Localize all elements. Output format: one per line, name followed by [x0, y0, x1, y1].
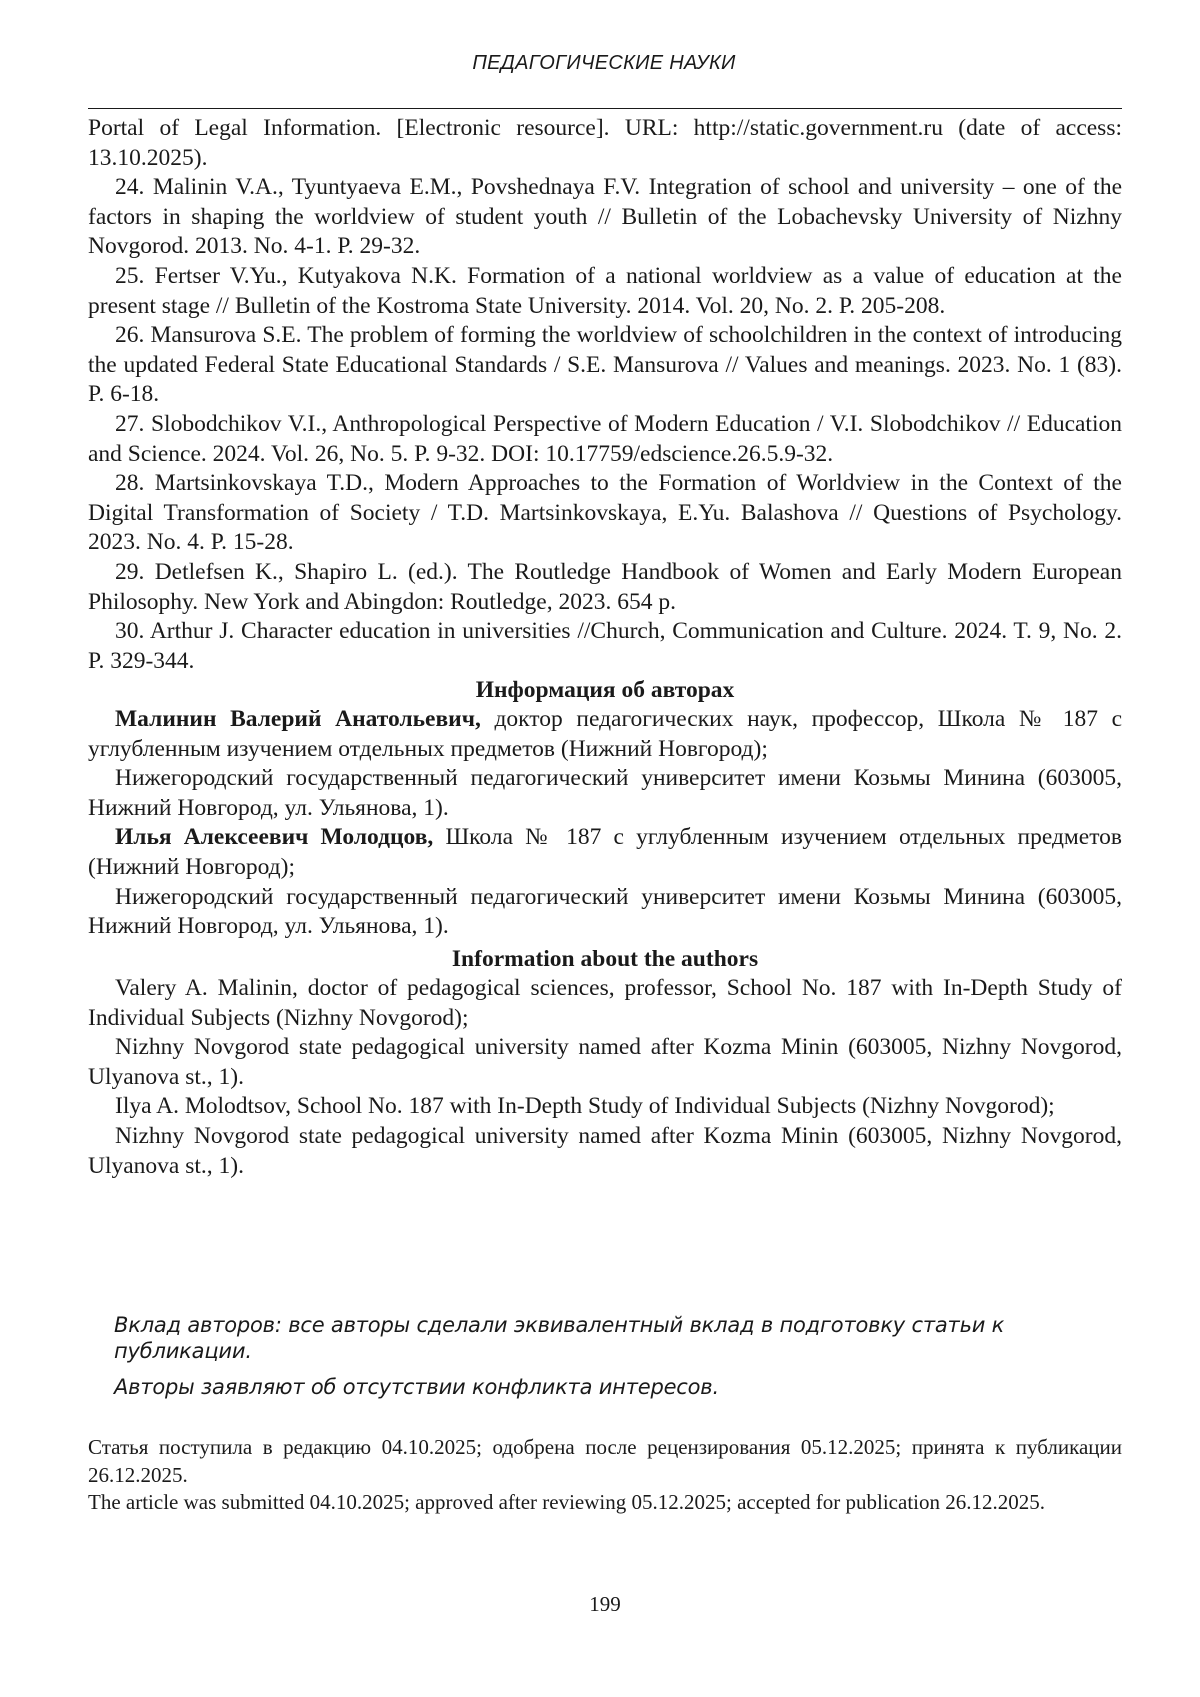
contribution-note: Вклад авторов: все авторы сделали эквивалентный вклад в подготовку статьи к публикации.	[114, 1313, 1005, 1363]
author-paragraph: Nizhny Novgorod state pedagogical university named after Kozma Minin (603005, Nizhny Novgorod, Ulyanova st., 1).	[88, 1034, 1122, 1090]
author-name: Малинин Валерий Анатольевич,	[115, 706, 481, 732]
reference-item: 30. Arthur J. Character education in universities //Church, Communication and Culture. 2024. T. 9, No. 2. P. 329-344.	[88, 618, 1122, 674]
reference-item: 29. Detlefsen K., Shapiro L. (ed.). The Routledge Handbook of Women and Early Modern European Philosophy. New York and Abingdon: Routledge, 2023. 654 p.	[88, 558, 1122, 615]
author-paragraph: Nizhny Novgorod state pedagogical university named after Kozma Minin (603005, Nizhny Novgorod, Ulyanova st., 1).	[88, 1122, 1122, 1179]
reference-item: Portal of Legal Information. [Electronic resource]. URL: http://static.government.ru (date of access: 13.10.2025).	[88, 115, 1122, 171]
author-details: доктор педагогических наук, профессор, Школа № 187 с углубленным изучением отдельных предметов (Нижний Новгород);	[88, 706, 1122, 762]
authors-ru-info	[88, 705, 1122, 942]
author-affiliation: Нижегородский государственный педагогический университет имени Козьмы Минина (603005, Нижний Новгород, ул. Ульянова, 1).	[88, 765, 1122, 821]
reference-item: 25. Fertser V.Yu., Kutyakova N.K. Formation of a national worldview as a value of education at the present stage // Bulletin of the Kostroma State University. 2014. Vol. 20, No. 2. P. 205-208.	[88, 262, 1122, 319]
page-number: 199	[589, 1592, 621, 1616]
dates-en: The article was submitted 04.10.2025; approved after reviewing 05.12.2025; accepted for publication 26.12.2025.	[88, 1490, 1045, 1514]
reference-list	[88, 114, 1122, 676]
author-affiliation: Нижегородский государственный педагогический университет имени Козьмы Минина (603005, Нижний Новгород, ул. Ульянова, 1).	[88, 883, 1122, 940]
author-name: Илья Алексеевич Молодцов,	[115, 824, 434, 851]
authors-ru-heading: Информация об авторах	[475, 677, 735, 703]
reference-item: 27. Slobodchikov V.I., Anthropological Perspective of Modern Education / V.I. Slobodchikov // Education and Science. 2024. Vol. 26, No. 5. P. 9-32. DOI: 10.17759/edscience.26.5.9-32.	[88, 410, 1122, 467]
reference-item: 26. Mansurova S.E. The problem of forming the worldview of schoolchildren in the context of introducing the updated Federal State Educational Standards / S.E. Mansurova // Values and meanings. 2023. No. 1 (83). P. 6-18.	[88, 322, 1122, 408]
header-rule	[88, 108, 1122, 109]
dates-ru: Статья поступила в редакцию 04.10.2025; одобрена после рецензирования 05.12.2025; принята к публикации 26.12.2025.	[88, 1435, 1122, 1487]
author-paragraph	[88, 883, 1122, 942]
author-paragraph	[88, 823, 1122, 882]
author-details: Школа № 187 с углубленным изучением отдельных предметов (Нижний Новгород);	[88, 824, 1123, 880]
author-paragraph: Valery A. Malinin, doctor of pedagogical sciences, professor, School No. 187 with In-Depth Study of Individual Subjects (Nizhny Novgorod);	[88, 975, 1122, 1031]
authors-en-info	[88, 974, 1122, 1181]
reference-item: 28. Martsinkovskaya T.D., Modern Approaches to the Formation of Worldview in the Context of the Digital Transformation of Society / T.D. Martsinkovskaya, E.Yu. Balashova // Questions of Psychology. 2023. No. 4. P. 15-28.	[88, 470, 1122, 556]
author-paragraph: Ilya A. Molodtsov, School No. 187 with In-Depth Study of Individual Subjects (Nizhny Novgorod);	[115, 1093, 1055, 1120]
author-paragraph	[88, 705, 1122, 764]
author-paragraph	[88, 764, 1122, 823]
article-dates	[88, 1434, 1122, 1517]
running-head: ПЕДАГОГИЧЕСКИЕ НАУКИ	[472, 52, 736, 74]
reference-item: 24. Malinin V.A., Tyuntyaeva E.M., Povshednaya F.V. Integration of school and university – one of the factors in shaping the worldview of student youth // Bulletin of the Lobachevsky University of Nizhny Novgorod. 2013. No. 4-1. P. 29-32.	[88, 174, 1122, 260]
authors-en-heading: Information about the authors	[451, 946, 759, 972]
conflict-of-interest-note: Авторы заявляют об отсутствии конфликта интересов.	[114, 1375, 719, 1399]
